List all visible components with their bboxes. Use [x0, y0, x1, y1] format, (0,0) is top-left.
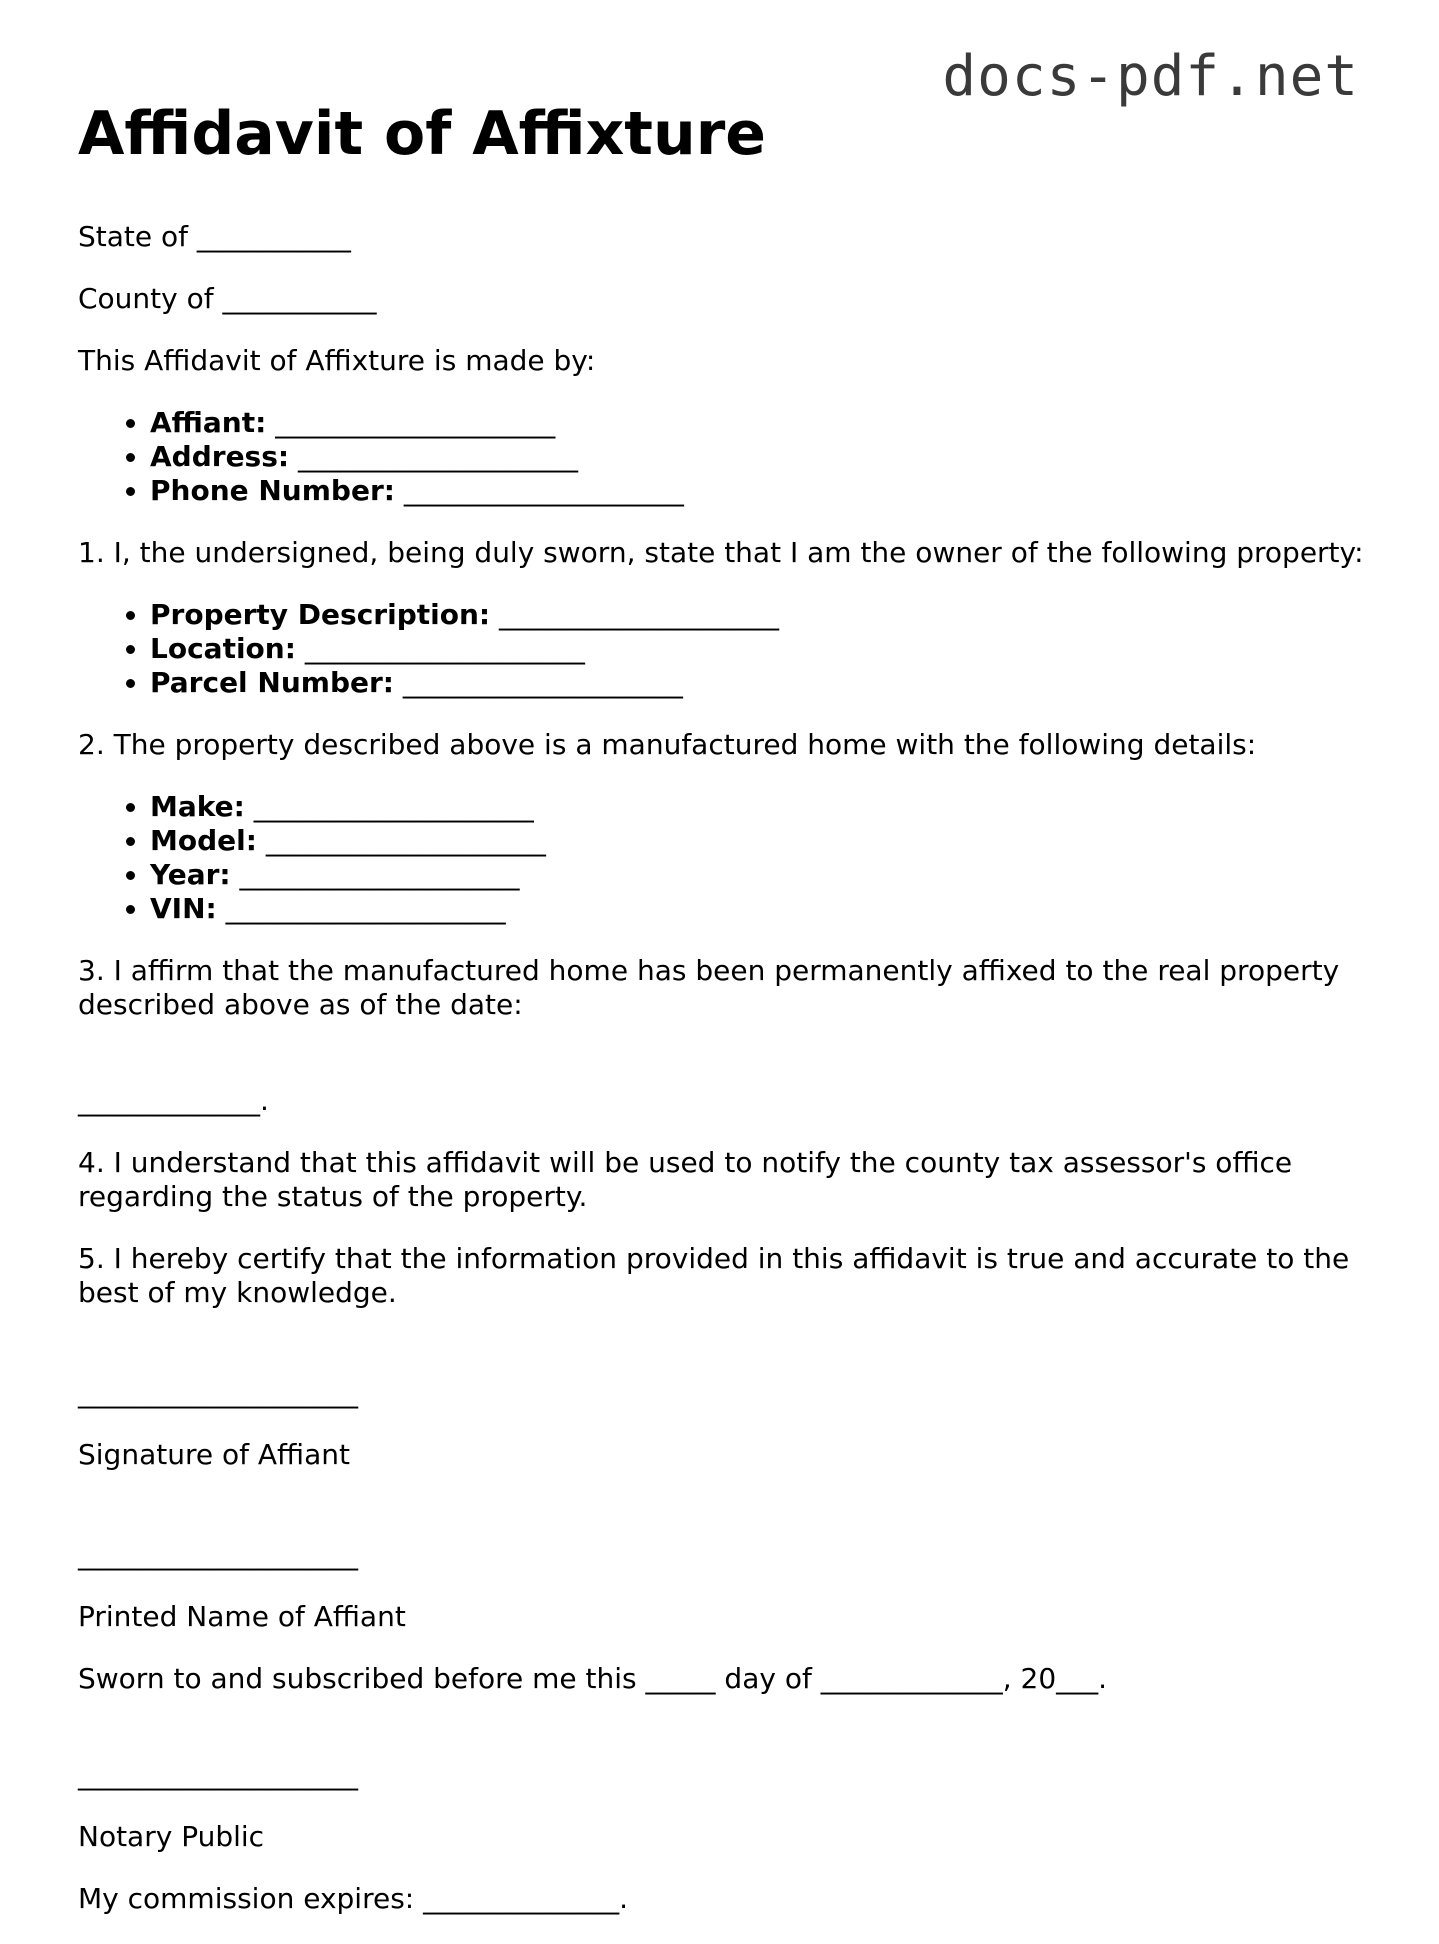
field-blank: ____________________	[499, 598, 779, 631]
paragraph-4: 4. I understand that this affidavit will be used to notify the county tax assessor's office regarding the status of the property.	[78, 1146, 1293, 1213]
commission-expires: My commission expires: ______________.	[78, 1882, 629, 1915]
field-label: Location:	[150, 632, 296, 665]
list-item	[150, 598, 1368, 632]
list-item	[150, 892, 1368, 926]
field-blank: ____________________	[304, 632, 585, 665]
notary-line: ____________________	[78, 1758, 358, 1791]
list-item	[150, 406, 1368, 440]
signature-label: Signature of Affiant	[78, 1438, 350, 1471]
county-line: County of ___________	[78, 282, 377, 315]
date-blank: _____________.	[78, 1084, 269, 1117]
list-item	[150, 632, 1368, 666]
field-blank: ____________________	[298, 440, 578, 473]
intro-text: This Affidavit of Affixture is made by:	[78, 344, 596, 377]
list-item	[150, 474, 1368, 508]
list-item	[150, 790, 1368, 824]
list-item	[150, 440, 1368, 474]
paragraph-1: 1. I, the undersigned, being duly sworn, state that I am the owner of the following property:	[78, 536, 1364, 569]
field-label: Parcel Number:	[150, 666, 394, 699]
printed-name-line: ____________________	[78, 1538, 358, 1571]
state-line: State of ___________	[78, 220, 351, 253]
field-blank: ____________________	[402, 666, 683, 699]
home-fields-list	[78, 790, 1368, 926]
field-label: VIN:	[150, 892, 217, 925]
affiant-fields-list	[78, 406, 1368, 508]
field-label: Model:	[150, 824, 257, 857]
field-label: Property Description:	[150, 598, 491, 631]
property-fields-list	[78, 598, 1368, 700]
field-blank: ____________________	[275, 406, 556, 439]
field-blank: ____________________	[403, 474, 684, 507]
document-title: Affidavit of Affixture	[78, 99, 766, 169]
field-label: Address:	[150, 440, 290, 473]
paragraph-3: 3. I affirm that the manufactured home has been permanently affixed to the real property described above as of the date:	[78, 954, 1340, 1021]
list-item	[150, 666, 1368, 700]
field-label: Phone Number:	[150, 474, 395, 507]
printed-name-label: Printed Name of Affiant	[78, 1600, 406, 1633]
signature-line: ____________________	[78, 1376, 358, 1409]
field-label: Year:	[150, 858, 231, 891]
list-item	[150, 824, 1368, 858]
paragraph-2: 2. The property described above is a manufactured home with the following details:	[78, 728, 1257, 761]
field-blank: ____________________	[253, 790, 534, 823]
document-page	[78, 92, 1368, 1944]
notary-label: Notary Public	[78, 1820, 265, 1853]
list-item	[150, 858, 1368, 892]
field-label: Affiant:	[150, 406, 267, 439]
field-blank: ____________________	[265, 824, 546, 857]
paragraph-5: 5. I hereby certify that the information provided in this affidavit is true and accurate to the best of my knowledge.	[78, 1242, 1350, 1309]
field-blank: ____________________	[239, 858, 520, 891]
field-blank: ____________________	[225, 892, 506, 925]
field-label: Make:	[150, 790, 245, 823]
watermark: docs-pdf.net	[942, 44, 1359, 109]
sworn-statement: Sworn to and subscribed before me this _____ day of _____________, 20___.	[78, 1662, 1108, 1695]
